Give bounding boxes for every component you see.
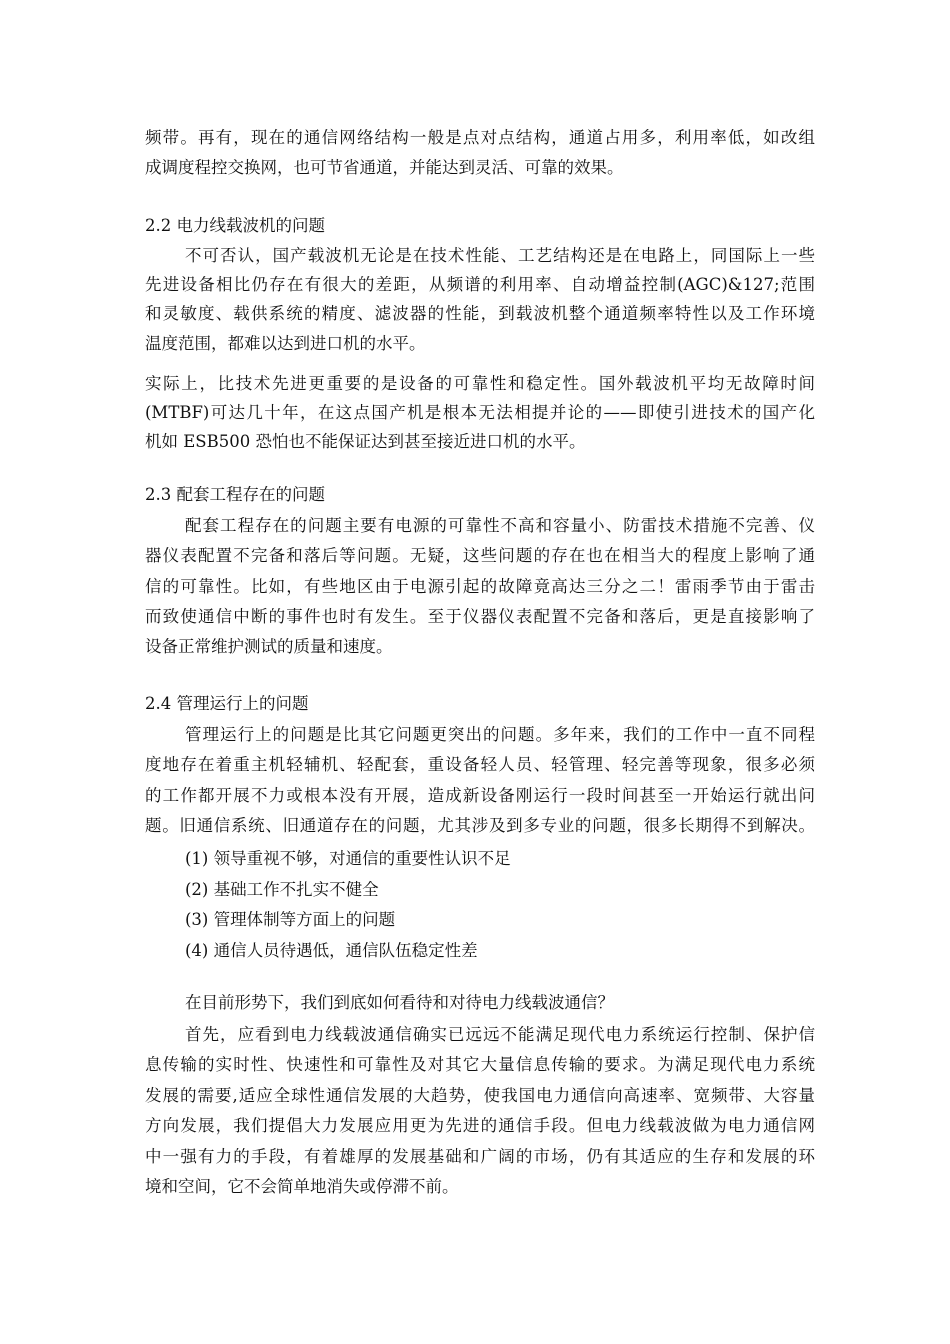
text-line: 成调度程控交换网，也可节省通道，并能达到灵活、可靠的效果。	[145, 158, 624, 177]
text-line: 管理运行上的问题是比其它问题更突出的问题。多年来，我们的工作中一直不同程	[185, 725, 815, 744]
list-item: (1) 领导重视不够，对通信的重要性认识不足	[185, 849, 511, 868]
text-line: 方向发展，我们提倡大力发展应用更为先进的通信手段。但电力线载波做为电力通信网	[145, 1116, 815, 1135]
text-line: 境和空间，它不会简单地消失或停滞不前。	[145, 1177, 459, 1196]
text-line: 度地存在着重主机轻辅机、轻配套，重设备轻人员、轻管理、轻完善等现象，很多必须	[145, 755, 815, 774]
section-heading-2-4: 2.4 管理运行上的问题	[145, 694, 309, 713]
text-line: 息传输的实时性、快速性和可靠性及对其它大量信息传输的要求。为满足现代电力系统	[145, 1055, 815, 1074]
text-line: (MTBF)可达几十年，在这点国产机是根本无法相提并论的——即使引进技术的国产化	[145, 403, 815, 422]
text-line: 频带。再有，现在的通信网络结构一般是点对点结构，通道占用多，利用率低，如改组	[145, 128, 815, 147]
section-heading-2-2: 2.2 电力线载波机的问题	[145, 216, 325, 235]
text-line: 和灵敏度、载供系统的精度、滤波器的性能，到载波机整个通道频率特性以及工作环境	[145, 304, 815, 323]
text-line: 信的可靠性。比如，有些地区由于电源引起的故障竟高达三分之二！雷雨季节由于雷击	[145, 577, 815, 596]
text-line: 温度范围，都难以达到进口机的水平。	[145, 334, 426, 353]
text-line: 机如 ESB500 恐怕也不能保证达到甚至接近进口机的水平。	[145, 432, 586, 451]
text-line: 不可否认，国产载波机无论是在技术性能、工艺结构还是在电路上，同国际上一些	[185, 246, 815, 265]
text-line: 题。旧通信系统、旧通道存在的问题，尤其涉及到多专业的问题，很多长期得不到解决。	[145, 816, 815, 835]
section-heading-2-3: 2.3 配套工程存在的问题	[145, 485, 325, 504]
text-line: 首先，应看到电力线载波通信确实已远远不能满足现代电力系统运行控制、保护信	[185, 1025, 815, 1044]
text-line: 器仪表配置不完备和落后等问题。无疑，这些问题的存在也在相当大的程度上影响了通	[145, 546, 815, 565]
list-item: (2) 基础工作不扎实不健全	[185, 880, 379, 899]
text-line: 的工作都开展不力或根本没有开展，造成新设备刚运行一段时间甚至一开始运行就出问	[145, 786, 815, 805]
text-line: 配套工程存在的问题主要有电源的可靠性不高和容量小、防雷技术措施不完善、仪	[185, 516, 815, 535]
list-item: (3) 管理体制等方面上的问题	[185, 910, 396, 929]
question-line: 在目前形势下，我们到底如何看待和对待电力线载波通信？	[185, 993, 614, 1012]
text-line: 实际上，比技术先进更重要的是设备的可靠性和稳定性。国外载波机平均无故障时间	[145, 374, 815, 393]
text-line: 中一强有力的手段，有着雄厚的发展基础和广阔的市场，仍有其适应的生存和发展的环	[145, 1147, 815, 1166]
text-line: 设备正常维护测试的质量和速度。	[145, 637, 393, 656]
text-line: 而致使通信中断的事件也时有发生。至于仪器仪表配置不完备和落后，更是直接影响了	[145, 607, 815, 626]
text-line: 发展的需要,适应全球性通信发展的大趋势，使我国电力通信向高速率、宽频带、大容量	[145, 1086, 815, 1105]
text-line: 先进设备相比仍存在有很大的差距，从频谱的利用率、自动增益控制(AGC)&127;范围	[145, 275, 815, 294]
list-item: (4) 通信人员待遇低，通信队伍稳定性差	[185, 941, 478, 960]
